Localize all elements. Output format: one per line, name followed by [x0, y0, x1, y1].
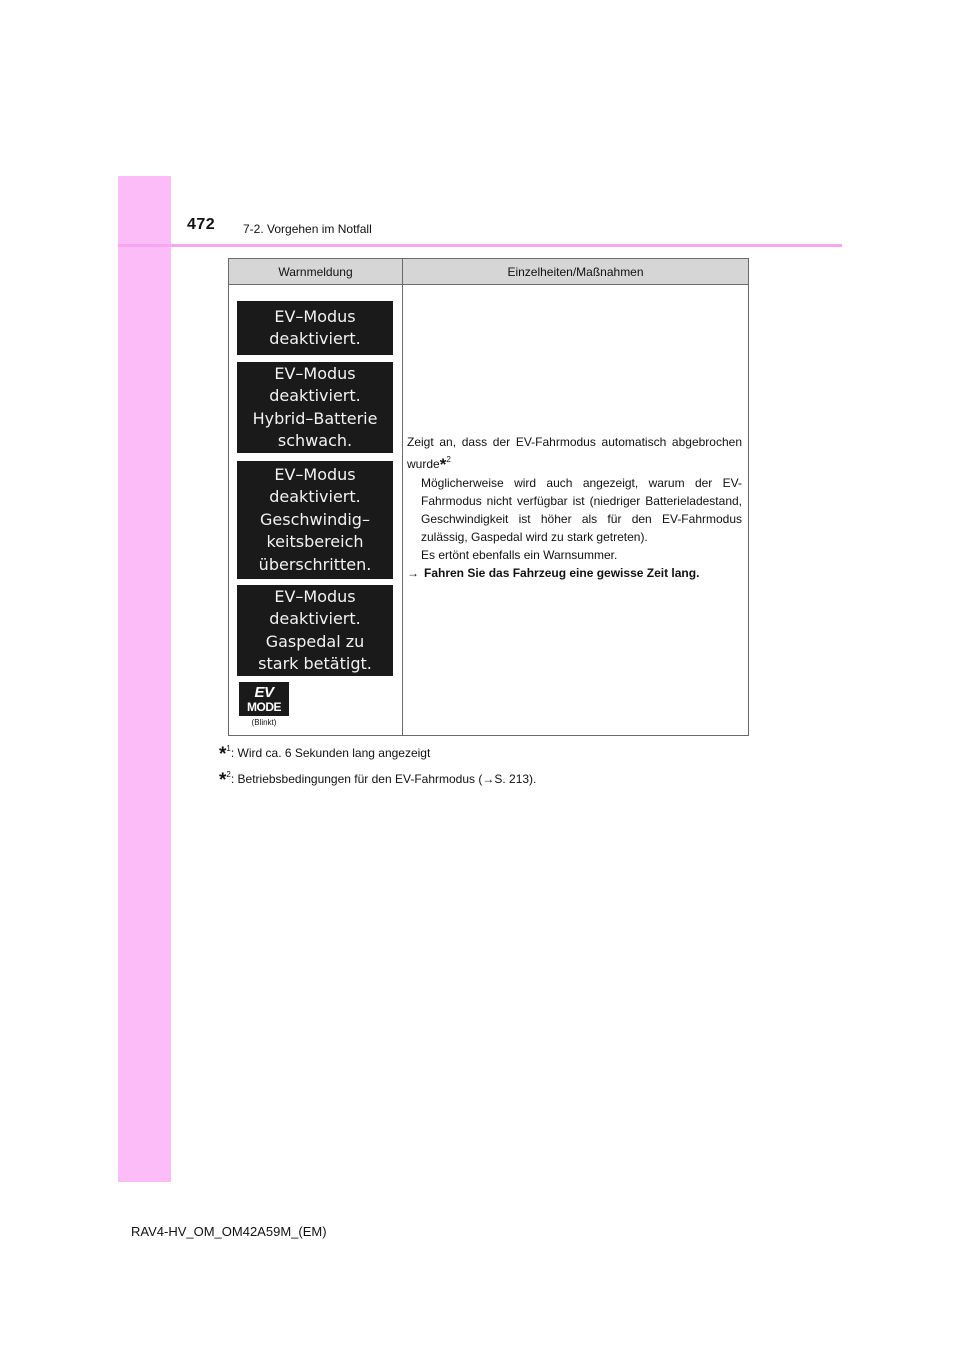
- message-ev-disabled-speed-exceeded: [237, 461, 393, 579]
- message-ev-disabled: [237, 301, 393, 355]
- message-line: keitsbereich: [266, 532, 364, 552]
- col-header-details: Einzelheiten/Maßnahmen: [507, 265, 644, 279]
- message-line: schwach.: [277, 431, 353, 450]
- details-action-text: Fahren Sie das Fahrzeug eine gewisse Zeit lang.: [424, 566, 700, 580]
- details-buzzer: Es ertönt ebenfalls ein Warnsummer.: [421, 548, 618, 562]
- details-intro: [407, 433, 742, 474]
- message-line: deaktiviert.: [269, 487, 361, 507]
- details-cell: [407, 433, 742, 582]
- message-line: deaktiviert.: [269, 609, 361, 628]
- footnote-text: : Betriebsbedingungen für den EV-Fahrmodus (→S. 213).: [230, 772, 537, 786]
- footnote-number: 1: [226, 744, 231, 753]
- message-line: Geschwindig–: [260, 509, 370, 529]
- message-line: Hybrid–Batterie: [252, 408, 378, 428]
- footnote-number: 2: [226, 770, 231, 779]
- ev-mode-indicator-icon: [239, 682, 289, 716]
- col-header-warning: Warnmeldung: [278, 265, 353, 279]
- details-intro-text: Zeigt an, dass der EV-Fahrmodus automatisch abgebrochen wurde: [407, 435, 742, 471]
- message-line: EV–Modus: [274, 464, 356, 484]
- message-line: EV–Modus: [274, 306, 356, 326]
- footer-doc-code: RAV4-HV_OM_OM42A59M_(EM): [131, 1224, 327, 1239]
- ev-icon-line2: MODE: [247, 700, 281, 714]
- section-title: 7-2. Vorgehen im Notfall: [243, 222, 372, 236]
- details-action: [407, 564, 742, 582]
- message-line: deaktiviert.: [269, 386, 361, 405]
- footnote-star: *: [439, 455, 447, 474]
- footnote-1: [219, 744, 430, 766]
- indicator-caption: (Blinkt): [251, 718, 277, 727]
- ev-icon-line1: EV: [254, 684, 274, 701]
- message-ev-disabled-battery-low: [237, 362, 393, 453]
- page-number: 472: [187, 216, 216, 233]
- footnote-star: *: [219, 770, 227, 791]
- footnote-text: : Wird ca. 6 Sekunden lang angezeigt: [230, 746, 431, 760]
- message-line: EV–Modus: [274, 363, 356, 383]
- message-line: überschritten.: [258, 554, 372, 574]
- header-rule: [118, 244, 842, 247]
- footnote-ref: 2: [446, 455, 451, 464]
- message-line: stark betätigt.: [258, 654, 372, 673]
- table-header: [229, 259, 748, 285]
- message-ev-disabled-accelerator: [237, 585, 393, 676]
- side-tab-bar: [118, 176, 171, 1182]
- message-line: EV–Modus: [274, 586, 356, 606]
- message-line: Gaspedal zu: [265, 631, 365, 651]
- message-line: deaktiviert.: [269, 329, 361, 348]
- arrow-icon: →: [407, 566, 419, 580]
- column-divider: [402, 259, 403, 735]
- footnote-star: *: [219, 744, 227, 765]
- details-reason: Möglicherweise wird auch angezeigt, warum der EV-Fahrmodus nicht verfügbar ist (niedriger Batterieladestand, Geschwindigkeit ist höher als für den EV-Fahrmodus zulässig, Gaspedal wird zu stark getreten).: [421, 476, 742, 544]
- warning-table: [228, 258, 749, 736]
- footnote-2: [219, 770, 536, 792]
